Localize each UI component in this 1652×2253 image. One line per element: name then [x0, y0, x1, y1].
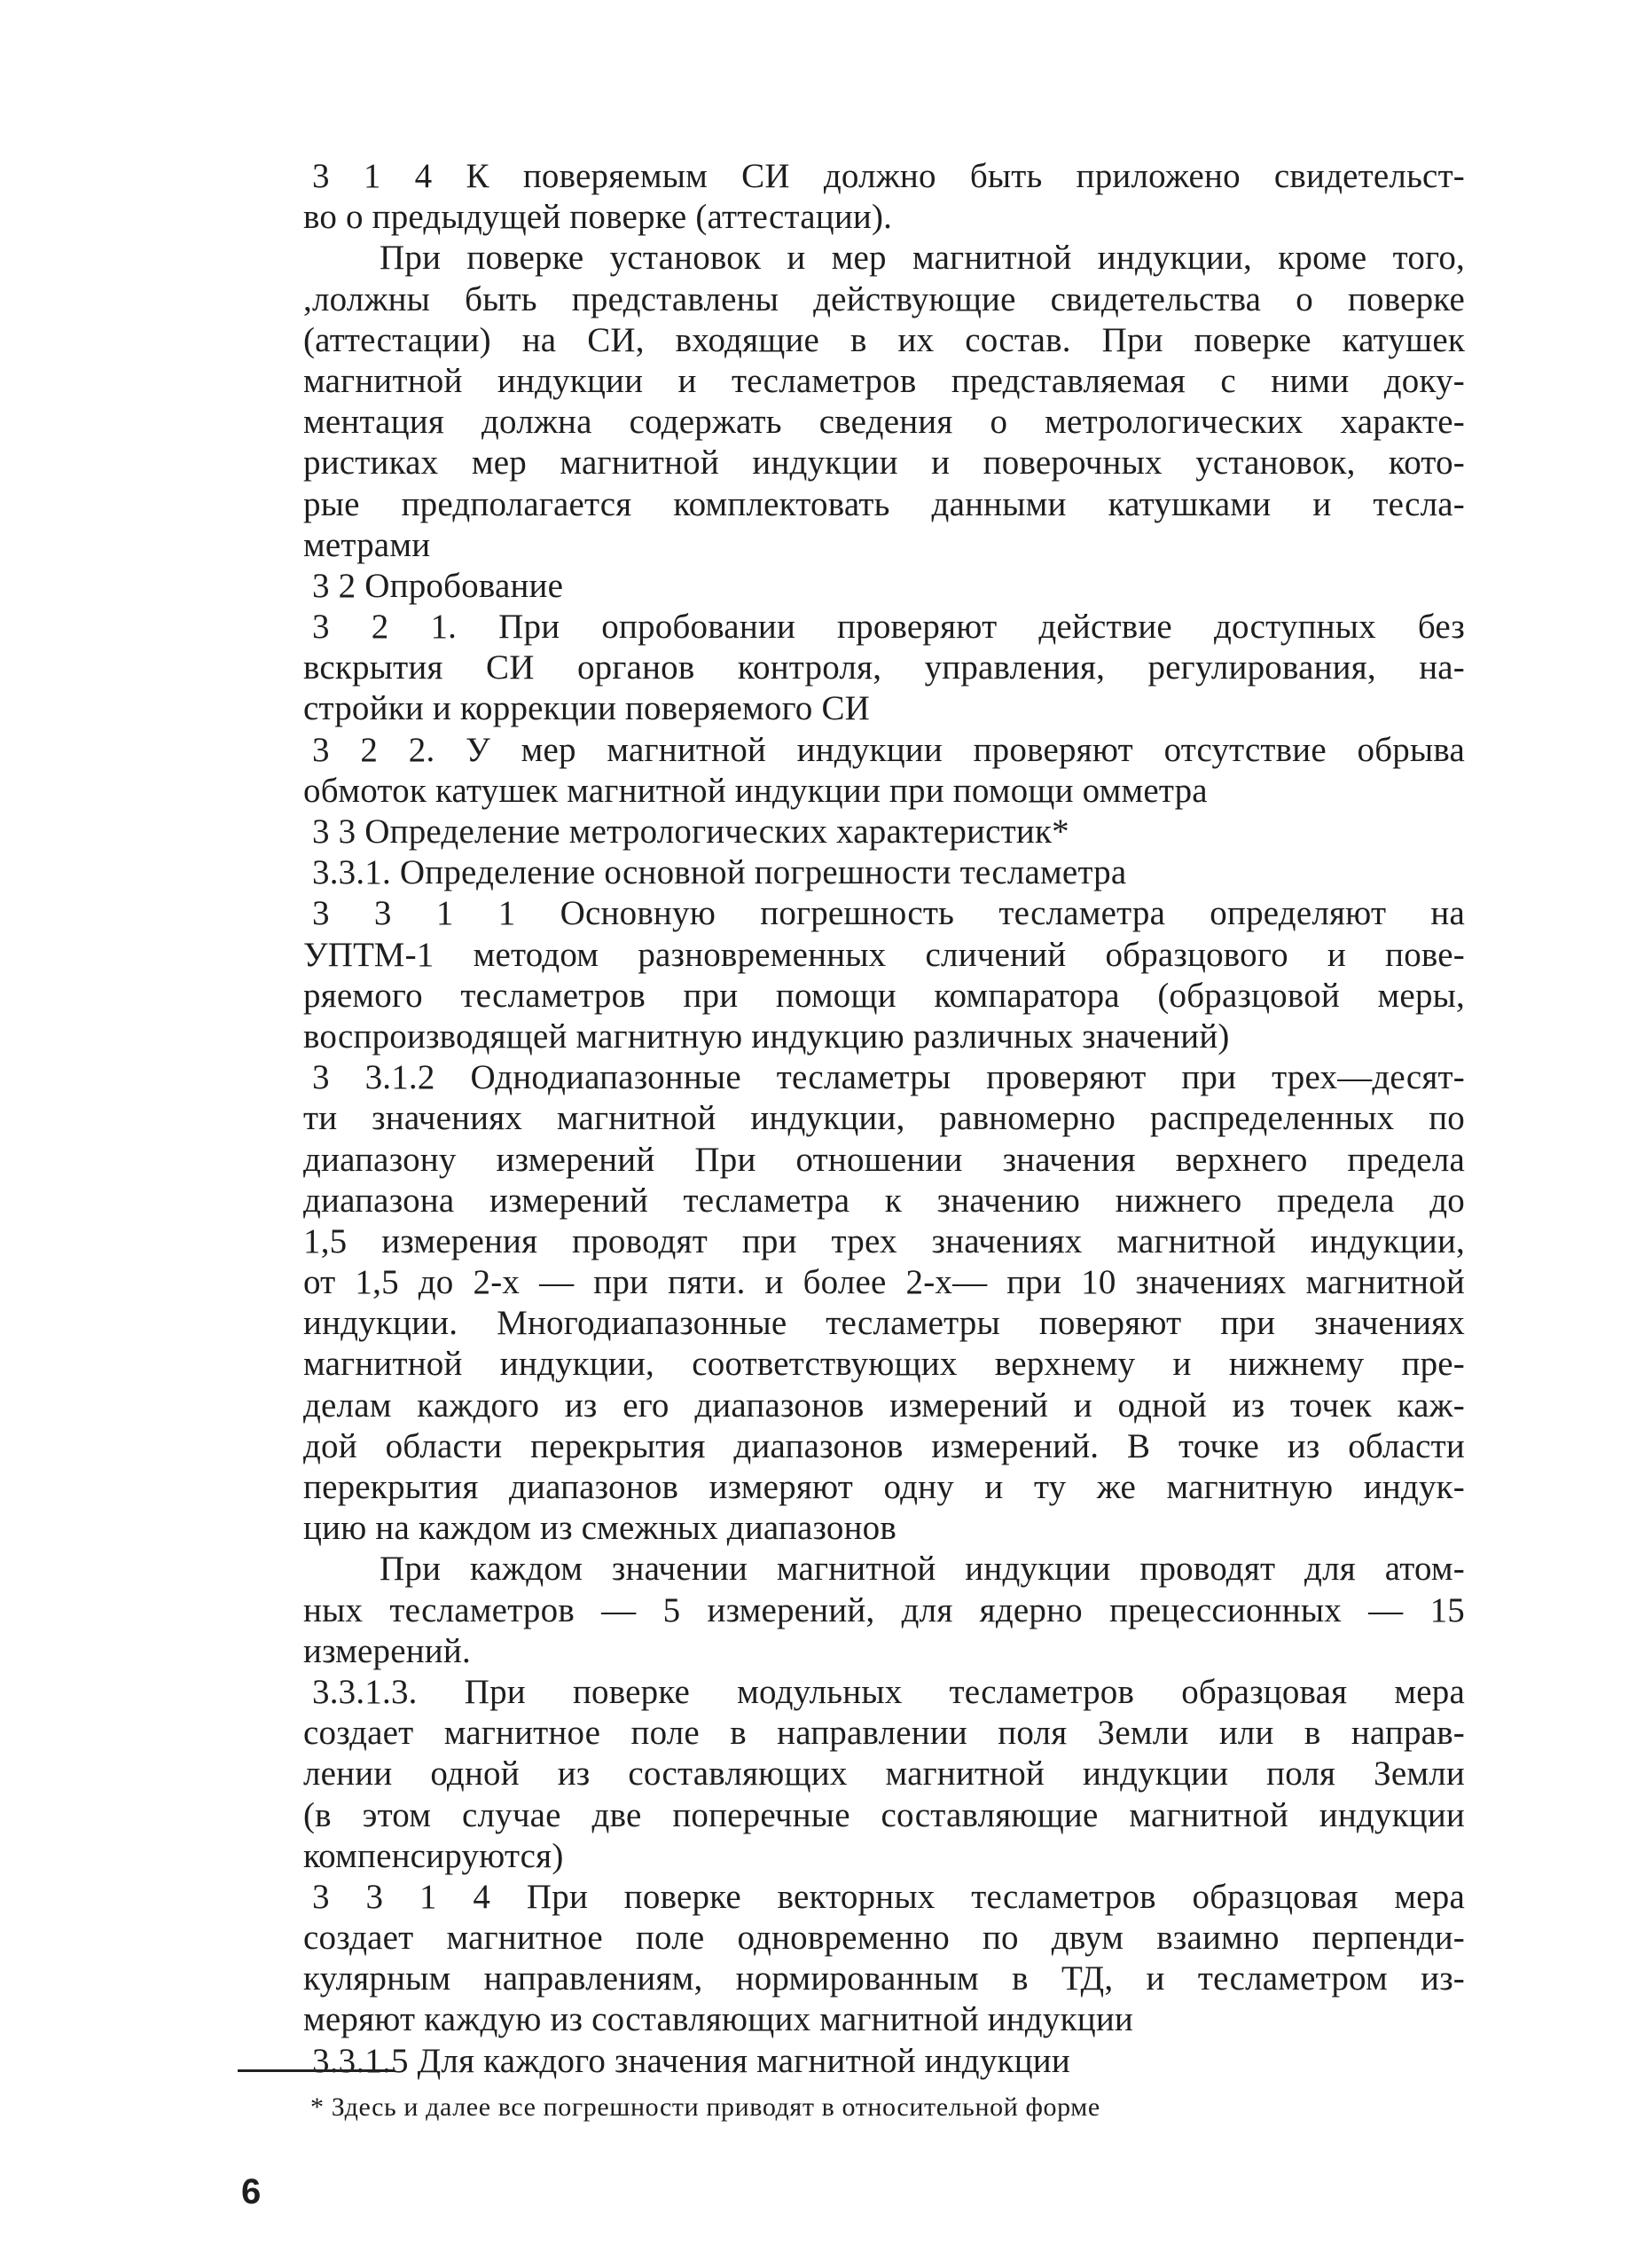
- text-line: делам каждого из его диапазонов измерений и одной из точек каж-: [303, 1386, 1465, 1425]
- footnote-divider: [238, 2069, 394, 2072]
- text-line: обмоток катушек магнитной индукции при помощи омметра: [303, 771, 1208, 810]
- text-line: При каждом значении магнитной индукции проводят для атом-: [380, 1550, 1465, 1589]
- text-line: 3 1 4 К поверяемым СИ должно быть приложено свидетельст-: [312, 157, 1465, 195]
- text-line: 3 3 1 4 При поверке векторных тесламетров образцовая мера: [312, 1877, 1465, 1916]
- text-line: 3 3.1.2 Однодиапазонные тесламетры проверяют при трех—десят-: [312, 1058, 1465, 1097]
- text-line: воспроизводящей магнитную индукцию различных значений): [303, 1017, 1230, 1056]
- text-line: компенсируются): [303, 1836, 564, 1875]
- text-line: создает магнитное поле одновременно по двум взаимно перпенди-: [303, 1919, 1465, 1958]
- text-line: меряют каждую из составляющих магнитной индукции: [303, 2000, 1133, 2039]
- text-line: При поверке установок и мер магнитной индукции, кроме того,: [380, 239, 1465, 278]
- section-heading: 3 2 Опробование: [312, 566, 564, 605]
- text-line: ти значениях магнитной индукции, равномерно распределенных по: [303, 1099, 1465, 1138]
- text-line: ряемого тесламетров при помощи компаратора (образцовой меры,: [303, 976, 1465, 1015]
- text-line: ристиках мер магнитной индукции и поверочных установок, кото-: [303, 444, 1465, 483]
- text-line: рые предполагается комплектовать данными катушками и тесла-: [303, 484, 1465, 523]
- text-line: во о предыдущей поверке (аттестации).: [303, 198, 893, 237]
- text-line: от 1,5 до 2-х — при пяти. и более 2-х— при 10 значениях магнитной: [303, 1263, 1465, 1302]
- text-line: 1,5 измерения проводят при трех значениях магнитной индукции,: [303, 1221, 1465, 1260]
- text-line: (в этом случае две поперечные составляющие магнитной индукции: [303, 1795, 1465, 1834]
- text-line: дой области перекрытия диапазонов измерений. В точке из области: [303, 1426, 1465, 1465]
- text-line: 3 2 2. У мер магнитной индукции проверяют отсутствие обрыва: [312, 730, 1465, 769]
- text-line: (аттестации) на СИ, входящие в их состав. При поверке катушек: [303, 320, 1465, 359]
- text-line: 3.3.1.3. При поверке модульных тесламетров образцовая мера: [312, 1672, 1465, 1711]
- section-heading: 3.3.1. Определение основной погрешности тесламетра: [312, 853, 1127, 892]
- text-line: измерений.: [303, 1631, 471, 1670]
- body-text: [303, 156, 1465, 2082]
- text-line: ,лолжны быть представлены действующие свидетельства о поверке: [303, 279, 1465, 318]
- text-line: создает магнитное поле в направлении поля Земли или в направ-: [303, 1714, 1465, 1753]
- text-line: магнитной индукции и тесламетров представляемая с ними доку-: [303, 361, 1465, 400]
- text-line: 3 2 1. При опробовании проверяют действие доступных без: [312, 608, 1465, 647]
- text-line: индукции. Многодиапазонные тесламетры поверяют при значениях: [303, 1304, 1465, 1343]
- section-heading: 3 3 Определение метрологических характеристик*: [312, 812, 1069, 851]
- text-line: лении одной из составляющих магнитной индукции поля Земли: [303, 1755, 1465, 1794]
- text-line: магнитной индукции, соответствующих верхнему и нижнему пре-: [303, 1345, 1465, 1384]
- text-line: ментация должна содержать сведения о метрологических характе-: [303, 403, 1465, 442]
- text-line: диапазону измерений При отношении значения верхнего предела: [303, 1140, 1465, 1179]
- text-line: кулярным направлениям, нормированным в ТД, и тесламетром из-: [303, 1959, 1465, 1998]
- text-line: ных тесламетров — 5 измерений, для ядерно прецессионных — 15: [303, 1590, 1465, 1629]
- text-line: 3.3.1.5 Для каждого значения магнитной индукции: [312, 2041, 1070, 2080]
- footnote: * Здесь и далее все погрешности приводят в относительной форме: [310, 2092, 1100, 2122]
- text-line: диапазона измерений тесламетра к значению нижнего предела до: [303, 1181, 1465, 1220]
- text-line: метрами: [303, 525, 431, 564]
- text-line: цию на каждом из смежных диапазонов: [303, 1509, 896, 1548]
- text-line: перекрытия диапазонов измеряют одну и ту же магнитную индук-: [303, 1468, 1465, 1506]
- text-line: УПТМ-1 методом разновременных сличений образцового и пове-: [303, 935, 1465, 974]
- text-line: стройки и коррекции поверяемого СИ: [303, 689, 871, 728]
- page-number: 6: [241, 2172, 262, 2211]
- text-line: 3 3 1 1 Основную погрешность тесламетра определяют на: [312, 894, 1465, 933]
- text-line: вскрытия СИ органов контроля, управления, регулирования, на-: [303, 648, 1465, 687]
